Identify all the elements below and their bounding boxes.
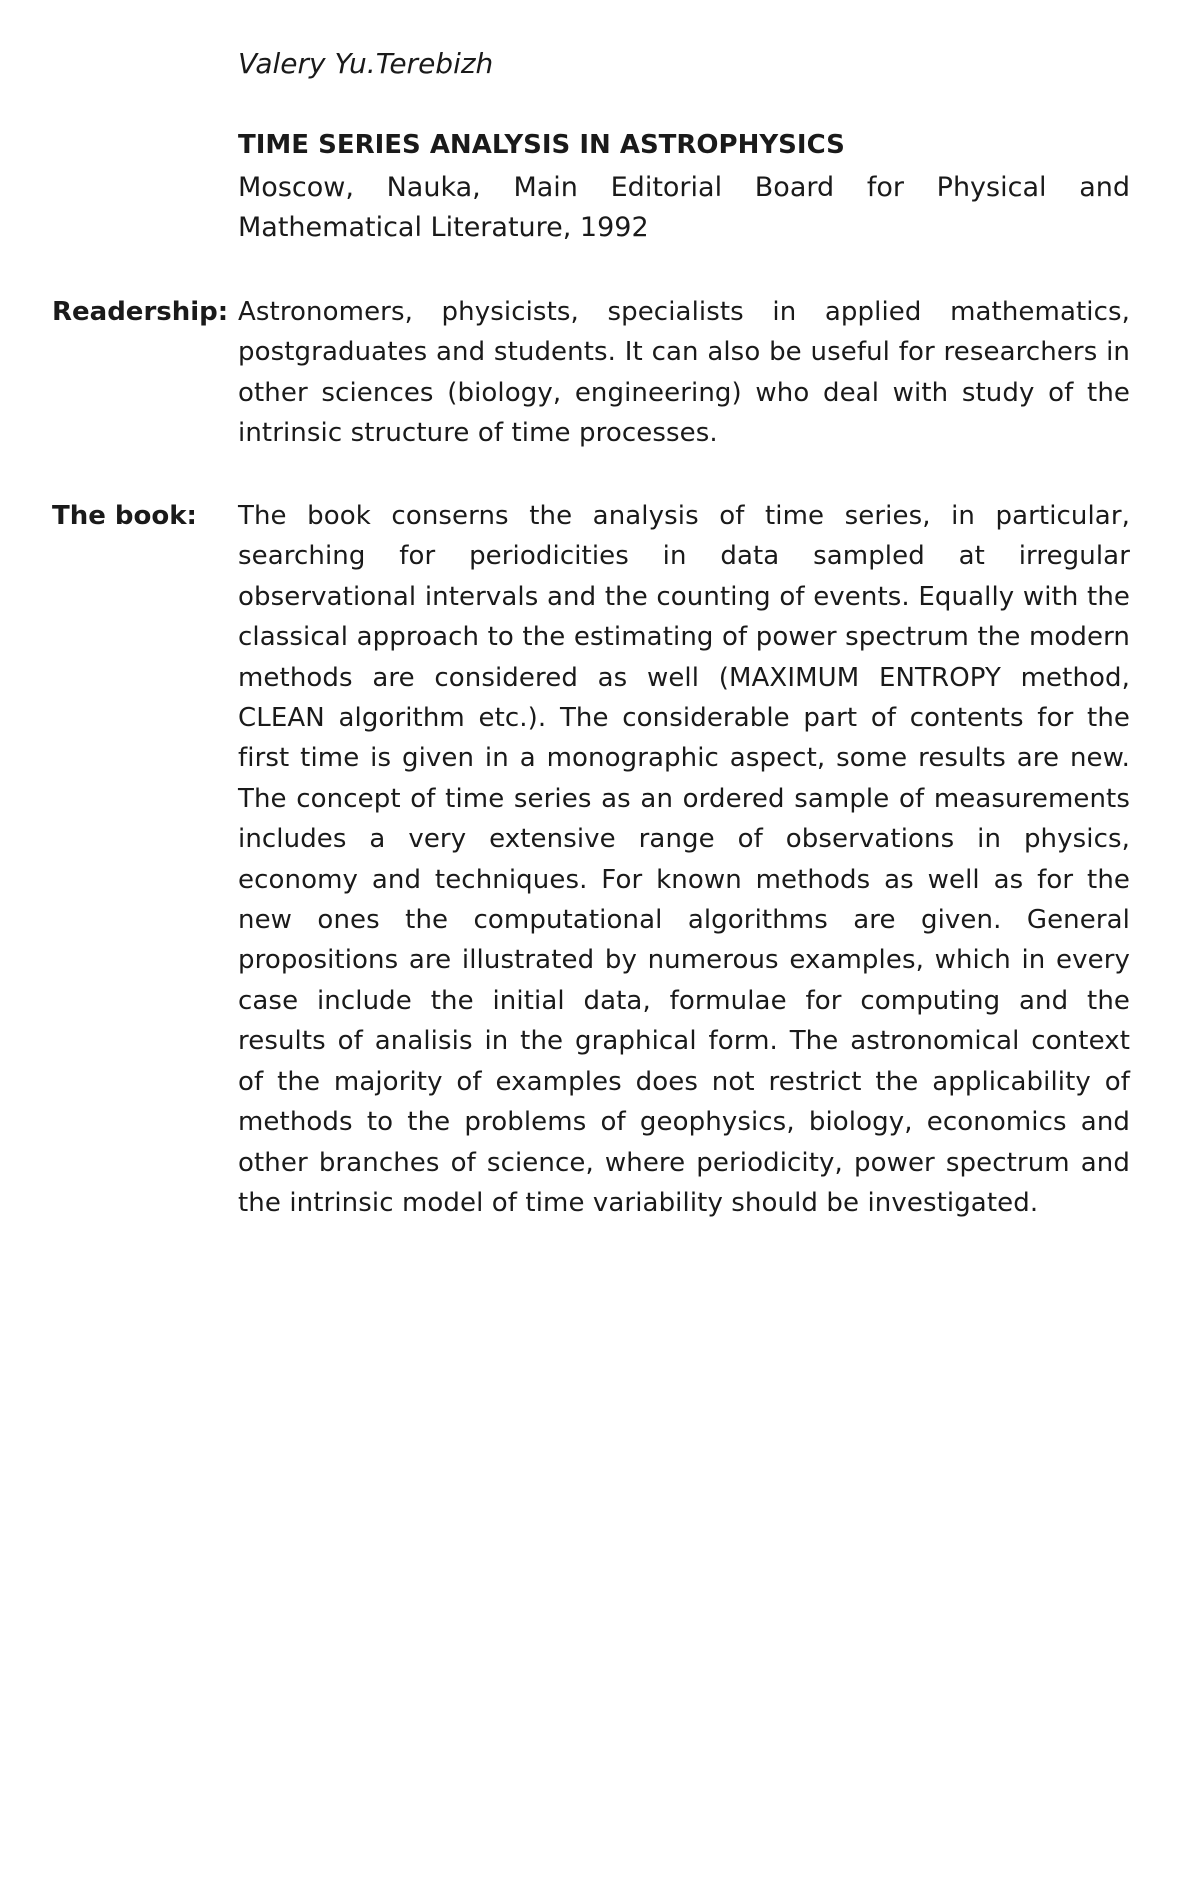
- book-description-label: The book:: [52, 501, 197, 531]
- readership-label: Readership:: [52, 297, 229, 327]
- publisher-info: Moscow, Nauka, Main Editorial Board for Physical and Mathematical Literature, 1992: [238, 172, 1130, 243]
- book-description-text: The book conserns the analysis of time series, in particular, searching for periodicities in data sampled at irregular observational intervals and the counting of events. Equally with the classical approach to the estimating of power spectrum the modern methods are considered as well (MAXIMUM ENTROPY method, CLEAN algorithm etc.). The considerable part of contents for the first time is given in a monographic aspect, some results are new. The concept of time series as an ordered sample of measurements includes a very extensive range of observations in physics, economy and techniques. For known methods as well as for the new ones the computational algorithms are given. General propositions are illustrated by numerous examples, which in every case include the initial data, formulae for computing and the results of analisis in the graphical form. The astronomical context of the majority of examples does not restrict the applicability of methods to the problems of geophysics, biology, economics and other branches of science, where periodicity, power spectrum and the intrinsic model of time variability should be investigated.: [238, 501, 1130, 1218]
- author-name: Valery Yu.Terebizh: [238, 47, 494, 80]
- readership-text: Astronomers, physicists, specialists in applied mathematics, postgraduates and students. It can also be useful for researchers in other sciences (biology, engineering) who deal with study of the intrinsic structure of time processes.: [238, 297, 1130, 449]
- book-title: TIME SERIES ANALYSIS IN ASTROPHYSICS: [238, 130, 845, 160]
